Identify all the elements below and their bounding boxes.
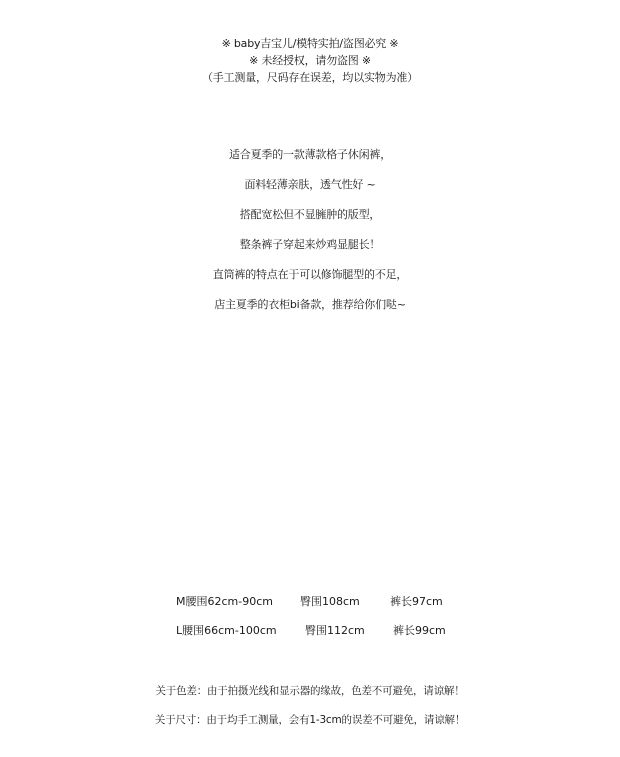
length-cell: 裤长97cm xyxy=(390,595,443,608)
description-line: 面料轻薄亲肤，透气性好 ~ xyxy=(244,178,376,191)
size-row-l xyxy=(0,623,620,639)
description-line: 直筒裤的特点在于可以修饰腿型的不足， xyxy=(212,268,408,281)
length-cell: 裤长99cm xyxy=(393,624,446,637)
hip-cell: 臀围108cm xyxy=(300,595,360,608)
waist-cell: M腰围62cm-90cm xyxy=(176,595,273,608)
hip-cell: 臀围112cm xyxy=(305,624,365,637)
description-line: 店主夏季的衣柜bi备款，推荐给你们哒~ xyxy=(214,298,406,311)
description-line: 适合夏季的一款薄款格子休闲裤， xyxy=(229,148,391,161)
size-row-m xyxy=(0,594,620,610)
no-copy-notice: ※ 未经授权，请勿盗图 ※ xyxy=(249,54,371,67)
color-difference-note: 关于色差：由于拍摄光线和显示器的缘故，色差不可避免，请谅解！ xyxy=(155,685,465,697)
watermark-notice: ※ baby吉宝儿/模特实拍/盗图必究 ※ xyxy=(221,37,399,50)
waist-cell: L腰围66cm-100cm xyxy=(176,624,277,637)
size-note: 关于尺寸：由于均手工测量，会有1-3cm的误差不可避免，请谅解！ xyxy=(154,714,466,726)
description-line: 整条裤子穿起来炒鸡显腿长！ xyxy=(239,238,381,251)
measurement-notice: （手工测量，尺码存在误差，均以实物为准） xyxy=(202,71,418,84)
description-line: 搭配宽松但不显臃肿的版型， xyxy=(239,208,381,221)
